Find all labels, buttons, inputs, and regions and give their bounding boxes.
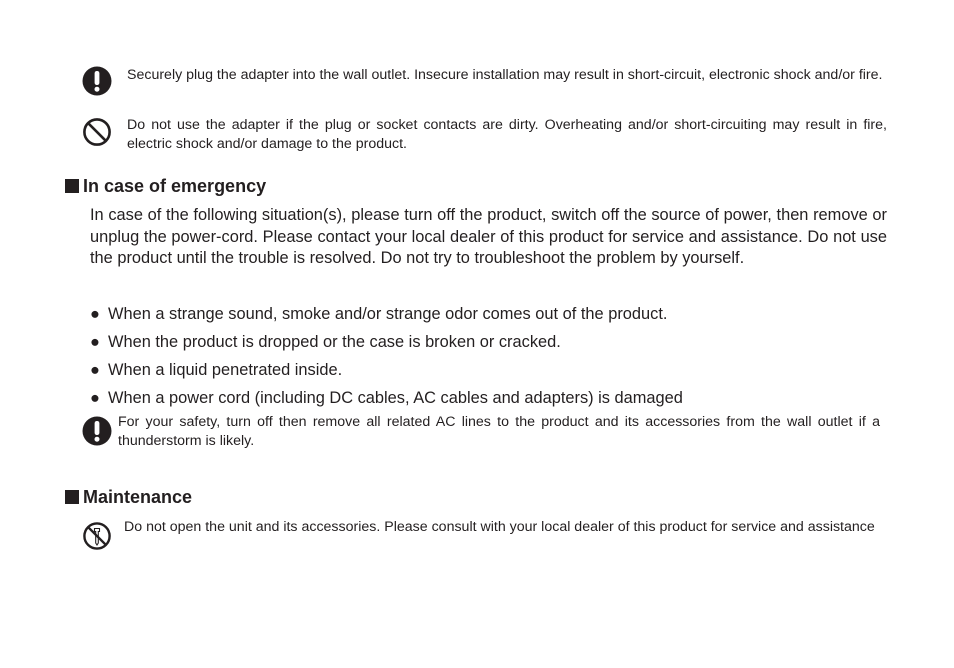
exclamation-icon xyxy=(82,416,112,446)
bullet-dot: ● xyxy=(90,333,100,351)
bullet-dot: ● xyxy=(90,305,100,323)
emergency-paragraph: In case of the following situation(s), please turn off the product, switch off the source of power, then remove or unplug the power-cord. Please contact your local dealer of this product for service and assistance. Do not use the product until the trouble is resolved. Do not try to troubleshoot the problem by yourself. xyxy=(90,206,887,267)
section-marker xyxy=(65,490,79,504)
list-item: ● When a power cord (including DC cables, AC cables and adapters) is damaged xyxy=(90,389,683,407)
bullet-dot: ● xyxy=(90,389,100,407)
caution-thunderstorm: For your safety, turn off then remove all related AC lines to the product and its accessories from the wall outlet if a thunderstorm is likely. xyxy=(118,414,880,449)
maintenance-heading: Maintenance xyxy=(83,487,193,507)
list-item: ● When a liquid penetrated inside. xyxy=(90,361,343,379)
no-disassembly-icon xyxy=(82,521,112,551)
bullet-dot: ● xyxy=(90,361,100,379)
emergency-heading: In case of emergency xyxy=(83,176,267,196)
maintenance-text: Do not open the unit and its accessories. Please consult with your local dealer of this product for service and assistance xyxy=(124,519,875,535)
prohibited-icon xyxy=(82,117,112,147)
warning-text-plug: Securely plug the adapter into the wall outlet. Insecure installation may result in short-circuit, electronic shock and/or fire. xyxy=(127,67,883,83)
list-item: ● When a strange sound, smoke and/or strange odor comes out of the product. xyxy=(90,305,668,323)
warning-text-dirty-contacts: Do not use the adapter if the plug or socket contacts are dirty. Overheating and/or short-circuiting may result in fire, electric shock and/or damage to the product. xyxy=(127,117,887,152)
section-marker xyxy=(65,179,79,193)
list-item: ● When the product is dropped or the case is broken or cracked. xyxy=(90,333,561,351)
exclamation-icon xyxy=(82,66,112,96)
